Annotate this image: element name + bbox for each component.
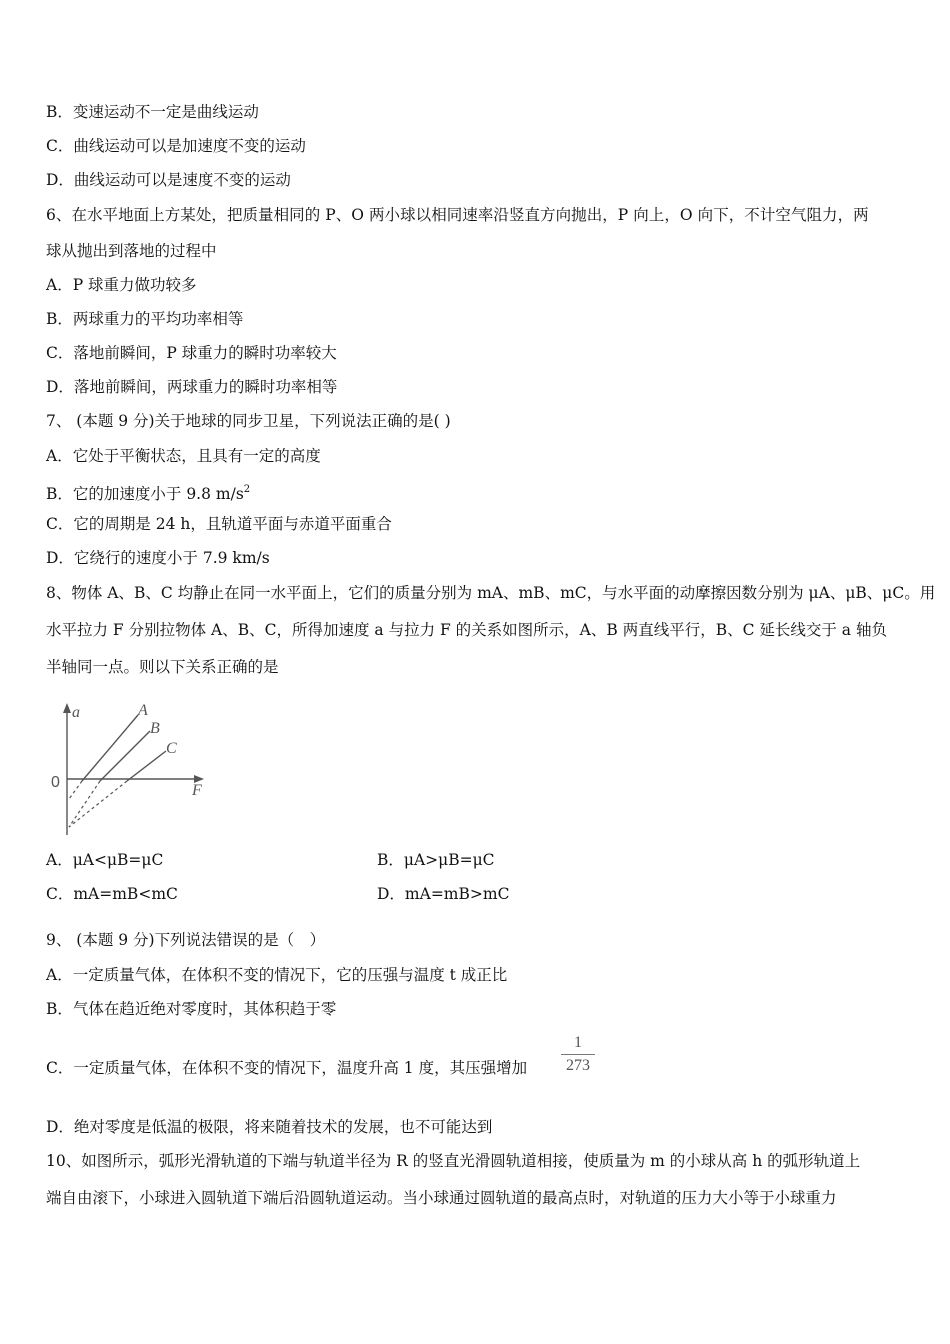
a-axis-label: a <box>72 704 80 721</box>
q5-option-c: C．曲线运动可以是加速度不变的运动 <box>46 137 306 155</box>
q7-option-a: A．它处于平衡状态，且具有一定的高度 <box>46 447 321 465</box>
fraction-denominator: 273 <box>566 1057 590 1074</box>
q7-option-b-superscript: 2 <box>243 484 251 495</box>
q6-option-a: A．P 球重力做功较多 <box>46 276 197 294</box>
q7-option-c: C．它的周期是 24 h，且轨道平面与赤道平面重合 <box>46 515 392 533</box>
q6-stem-line2: 球从抛出到落地的过程中 <box>46 242 217 260</box>
q9-stem: 9、 (本题 9 分)下列说法错误的是（ ） <box>46 931 326 949</box>
q8-option-c: C．mA=mB<mC <box>46 885 178 903</box>
fraction-1-over-273 <box>561 1033 595 1076</box>
q7-option-b-text: B．它的加速度小于 9.8 m/s <box>46 485 244 503</box>
q9-option-a: A．一定质量气体，在体积不变的情况下，它的压强与温度 t 成正比 <box>46 966 508 984</box>
a-f-graph <box>42 695 212 840</box>
fraction-bar <box>561 1054 595 1055</box>
q8-option-a: A．μA<μB=μC <box>46 851 164 869</box>
q9-option-c: C．一定质量气体，在体积不变的情况下，温度升高 1 度，其压强增加 <box>46 1059 528 1077</box>
q6-option-d: D．落地前瞬间，两球重力的瞬时功率相等 <box>46 378 338 396</box>
line-b-extension <box>69 781 100 827</box>
q6-option-b: B．两球重力的平均功率相等 <box>46 310 244 328</box>
fraction-numerator: 1 <box>574 1034 582 1051</box>
q7-stem: 7、 (本题 9 分)关于地球的同步卫星，下列说法正确的是( ) <box>46 412 451 430</box>
line-a-label: A <box>138 702 148 719</box>
q7-option-b <box>46 480 250 504</box>
a-axis-arrow <box>63 703 71 713</box>
q8-stem-line1: 8、物体 A、B、C 均静止在同一水平面上，它们的质量分别为 mA、mB、mC，与水平面的动摩擦因数分别为 μA、μB、μC。用 <box>46 584 936 602</box>
q6-stem-line1: 6、在水平地面上方某处，把质量相同的 P、O 两小球以相同速率沿竖直方向抛出，P 向上，O 向下，不计空气阻力，两 <box>46 206 869 224</box>
q5-option-b: B．变速运动不一定是曲线运动 <box>46 103 259 121</box>
q10-stem-line2: 端自由滚下，小球进入圆轨道下端后沿圆轨道运动。当小球通过圆轨道的最高点时，对轨道的压力大小等于小球重力 <box>46 1189 837 1207</box>
q6-option-c: C．落地前瞬间，P 球重力的瞬时功率较大 <box>46 344 337 362</box>
origin-label: 0 <box>51 774 60 791</box>
line-b-label: B <box>150 720 160 737</box>
q8-stem-line2: 水平拉力 F 分别拉物体 A、B、C，所得加速度 a 与拉力 F 的关系如图所示，A、B 两直线平行，B、C 延长线交于 a 轴负 <box>46 621 887 639</box>
line-c-label: C <box>166 740 177 757</box>
q8-option-b: B．μA>μB=μC <box>377 851 495 869</box>
q8-option-d: D．mA=mB>mC <box>377 885 510 903</box>
q9-option-d: D．绝对零度是低温的极限，将来随着技术的发展，也不可能达到 <box>46 1118 493 1136</box>
q7-option-d: D．它绕行的速度小于 7.9 km/s <box>46 549 270 567</box>
q5-option-d: D．曲线运动可以是速度不变的运动 <box>46 171 291 189</box>
line-b <box>100 731 150 781</box>
q10-stem-line1: 10、如图所示，弧形光滑轨道的下端与轨道半径为 R 的竖直光滑圆轨道相接，使质量为 m 的小球从高 h 的弧形轨道上 <box>46 1152 861 1170</box>
q8-stem-line3: 半轴同一点。则以下关系正确的是 <box>46 658 279 676</box>
line-c <box>127 751 166 781</box>
line-a-extension <box>69 781 82 799</box>
f-axis-label: F <box>192 782 202 799</box>
q9-option-b: B．气体在趋近绝对零度时，其体积趋于零 <box>46 1000 337 1018</box>
